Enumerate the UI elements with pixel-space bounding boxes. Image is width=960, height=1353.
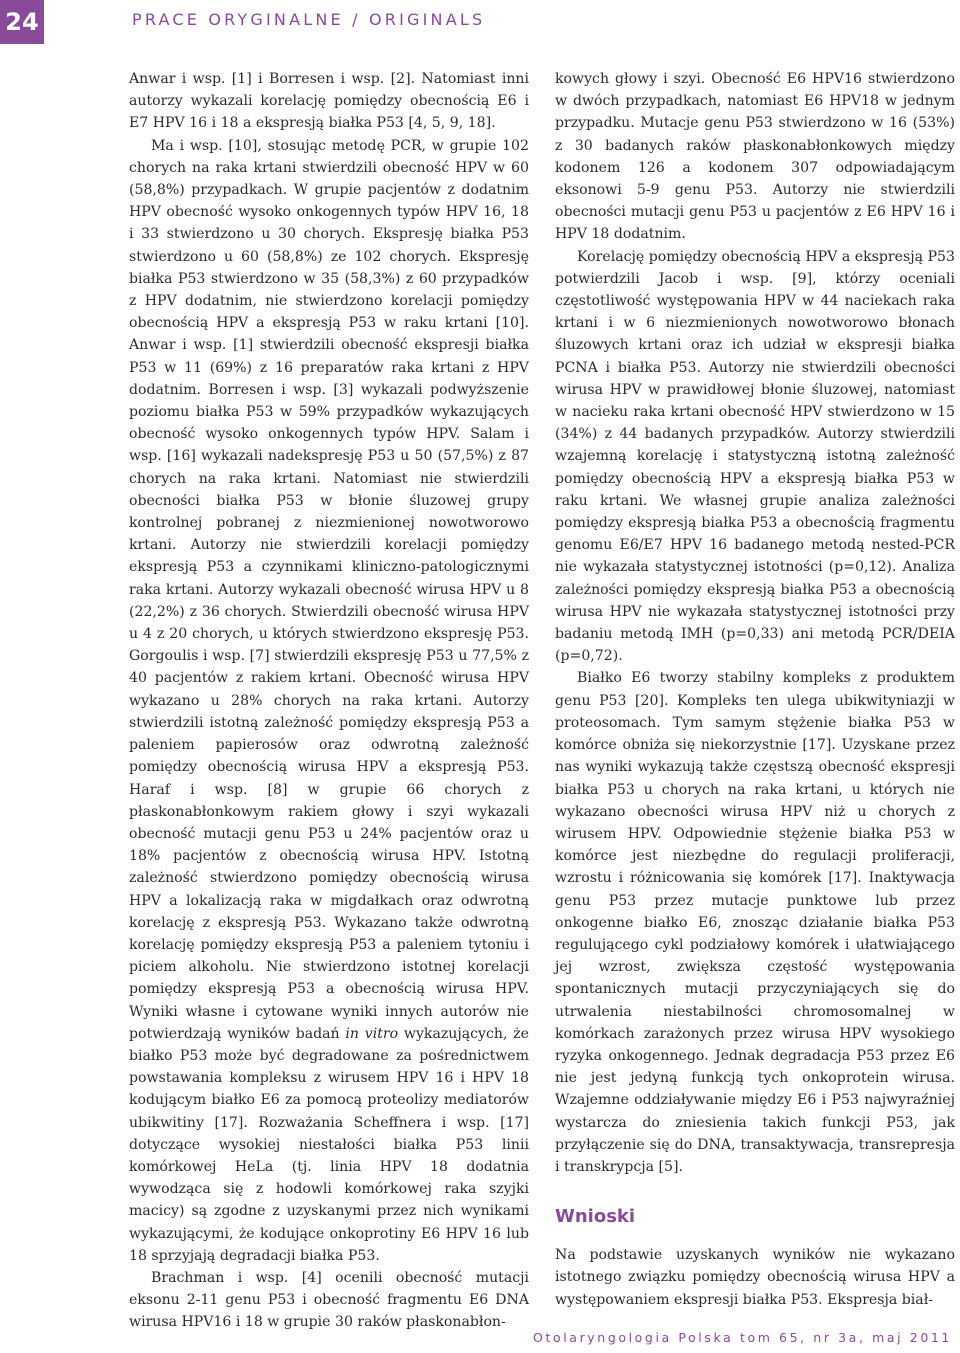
left-column [129,68,529,1334]
paragraph-text: wykazujących, że białko P53 może być degradowane za pośrednictwem powstawania kompleksu z wirusem HPV 16 i HPV 18 kodującym białko E6 za pomocą proteolizy mediatorów ubikwitiny [17]. Rozważania Scheffnera i wsp. [17] dotyczące wysokiej niestałości białka P53 linii komórkowej HeLa (tj. linia HPV 18 dodatnia wywodząca się z hodowli komórkowej raka szyjki macicy) są zgodne z uzyskanymi przez nich wynikami wykazującymi, że kodujące onkoprotiny E6 HPV 16 lub 18 sprzyjają degradacji białka P53. [129,1025,529,1264]
paragraph: Korelację pomiędzy obecnością HPV a ekspresją P53 potwierdzili Jacob i wsp. [9], którzy oceniali częstotliwość występowania HPV w 44 naciekach raka krtani i w 6 niezmienionych nowotworowo błonach śluzowych krtani oraz ich udział w ekspresji białka PCNA i białka P53. Autorzy nie stwierdzili obecności wirusa HPV w prawidłowej błonie śluzowej, natomiast w nacieku raka krtani obecność HPV stwierdzono w 15 (34%) z 44 badanych przypadków. Autorzy stwierdzili wzajemną korelację i statystyczną istotną zależność pomiędzy obecnością HPV a ekspresją białka P53 w raku krtani. We własnej grupie analiza zależności pomiędzy ekspresją białka P53 a obecnością fragmentu genomu E6/E7 HPV 16 badanego metodą nested-PCR nie wykazała statystycznej istotności (p=0,12). Analiza zależności pomiędzy ekspresją białka P53 a obecnością wirusa HPV nie wykazała statystycznej istotności przy badaniu metodą IMH (p=0,33) ani metodą PCR/DEIA (p=0,72). [555,248,955,665]
journal-footer: Otolaryngologia Polska tom 65, nr 3a, maj 2011 [533,1330,952,1345]
paragraph: Brachman i wsp. [4] ocenili obecność mutacji eksonu 2-11 genu P53 i obecność fragmentu E6 DNA wirusa HPV16 i 18 w grupie 30 raków płaskonabłon- [129,1269,529,1331]
page-number: 24 [0,0,44,44]
paragraph: Na podstawie uzyskanych wyników nie wykazano istotnego związku pomiędzy obecnością wirusa HPV a występowaniem ekspresji białka P53. Ekspresja biał- [555,1247,955,1308]
paragraph [129,135,529,1267]
paragraph: Anwar i wsp. [1] i Borresen i wsp. [2]. Natomiast inni autorzy wykazali korelację pomiędzy obecnością E6 i E7 HPV 16 i 18 a ekspresją białka P53 [4, 5, 9, 18]. [129,71,529,132]
section-heading: Wnioski [555,1206,636,1228]
right-column [555,68,955,1311]
section-label: PRACE ORYGINALNE / ORIGINALS [132,10,486,29]
paragraph: kowych głowy i szyi. Obecność E6 HPV16 stwierdzono w dwóch przypadkach, natomiast E6 HPV18 w jednym przypadku. Mutacje genu P53 stwierdzono w 16 (53%) z 30 badanych raków płaskonabłonkowych między kodonem 126 a kodonem 307 odpowiadającym eksonowi 5-9 genu P53. Autorzy nie stwierdzili obecności mutacji genu P53 u pacjentów z E6 HPV 16 i HPV 18 dodatnim. [555,71,955,243]
paragraph: Białko E6 tworzy stabilny kompleks z produktem genu P53 [20]. Kompleks ten ulega ubikwityniazji w proteosomach. Tym samym stężenie białka P53 w komórce obniża się niekorzystnie [17]. Uzyskane przez nas wyniki wykazują także częstszą obecność ekspresji białka P53 u chorych na raka krtani, u których nie wykazano obecności wirusa HPV niż u chorych z wirusem HPV. Odpowiednie stężenie białka P53 w komórce jest niezbędne do regulacji proliferacji, wzrostu i różnicowania się komórek [17]. Inaktywacja genu P53 przez mutacje punktowe lub przez onkogenne białko E6, znosząc działanie białka P53 regulującego cykl podziałowy komórek i ułatwiającego jej wzrost, zwiększa częstość występowania spontanicznych mutacji przyczyniających się do utrwalenia niestabilności chromosomalnej w komórkach zarażonych przez wirusa HPV wysokiego ryzyka onkogennego. Jednak degradacja P53 przez E6 nie jest jedyną funkcją tych onkoprotein wirusa. Wzajemne oddziaływanie między E6 i P53 najwyraźniej wystarcza do zniesienia takich funkcji P53, jak przyłączenie się do DNA, transaktywacja, transrepresja i transkrypcja [5]. [555,670,955,1175]
paragraph-text: Ma i wsp. [10], stosując metodę PCR, w grupie 102 chorych na raka krtani stwierdzili obecność HPV w 60 (58,8%) przypadkach. W grupie pacjentów z dodatnim HPV obecność wysoko onkogennych typów HPV 16, 18 i 33 stwierdzono u 30 chorych. Ekspresję białka P53 stwierdzono u 60 (58,8%) ze 102 chorych. Ekspresję białka P53 stwierdzono w 35 (58,3%) z 60 przypadków z HPV dodatnim, nie stwierdzono korelacji pomiędzy obecnością HPV a ekspresją P53 w raku krtani [10]. Anwar i wsp. [1] stwierdzili obecność ekspresji białka P53 w 11 (69%) z 16 preparatów raka krtani z HPV dodatnim. Borresen i wsp. [3] wykazali podwyższenie poziomu białka P53 w 59% przypadków wykazujących obecność wysoko onkogennych typów HPV. Salam i wsp. [16] wykazali nadekspresję P53 u 50 (57,5%) z 87 chorych na raka krtani. Natomiast nie stwierdzili obecności białka P53 w błonie śluzowej grupy kontrolnej pobranej z niezmienionej nowotworowo krtani. Autorzy nie stwierdzili korelacji pomiędzy ekspresją P53 a czynnikami kliniczno-patologicznymi raka krtani. Autorzy wykazali obecność wirusa HPV u 8 (22,2%) z 36 chorych. Stwierdzili obecność wirusa HPV u 4 z 20 chorych, u których stwierdzono ekspresję P53. Gorgoulis i wsp. [7] stwierdzili ekspresję P53 u 77,5% z 40 pacjentów z rakiem krtani. Obecność wirusa HPV wykazano u 28% chorych na raka krtani. Autorzy stwierdzili istotną zależność pomiędzy ekspresją P53 a paleniem papierosów oraz odwrotną zależność pomiędzy obecnością wirusa HPV a ekspresją P53. Haraf i wsp. [8] w grupie 66 chorych z płaskonabłonkowym rakiem głowy i szyi wykazali obecność mutacji genu P53 u 24% pacjentów oraz u 18% pacjentów z obecnością wirusa HPV. Istotną zależność stwierdzono pomiędzy obecnością wirusa HPV a lokalizacją raka w migdałkach oraz odwrotną korelację z ekspresją P53. Wykazano także odwrotną korelację pomiędzy ekspresją P53 a paleniem tytoniu i piciem alkoholu. Nie stwierdzono istotnej korelacji pomiędzy ekspresją P53 a obecnością wirusa HPV. Wyniki własne i cytowane wyniki innych autorów nie potwierdzają wyników badań [129,137,529,1042]
italic-term: in vitro [345,1025,399,1042]
page-header [0,0,960,44]
